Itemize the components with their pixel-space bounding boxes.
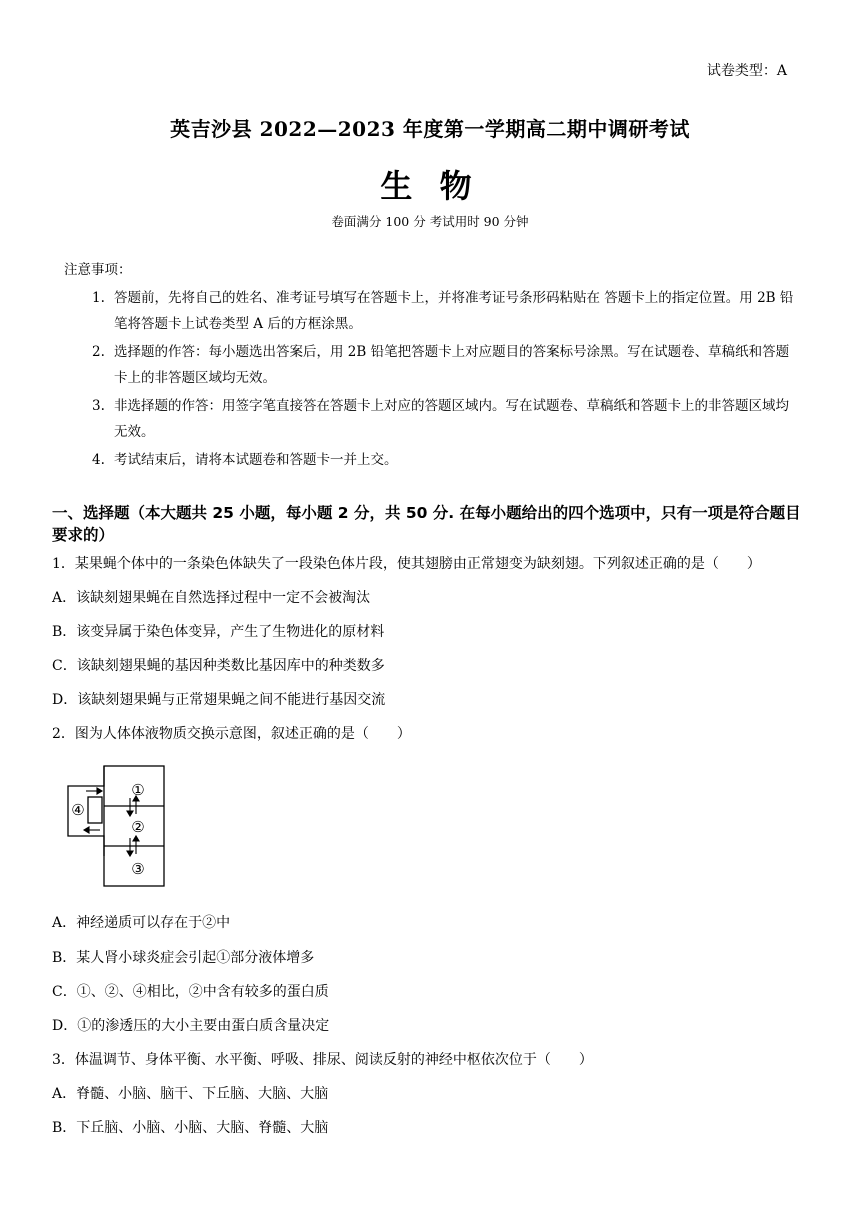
exam-meta: 卷面满分 100 分 考试用时 90 分钟	[331, 214, 529, 229]
notice-number: 1.	[92, 290, 105, 306]
question-stem: 2．图为人体体液物质交换示意图，叙述正确的是（ ）	[52, 726, 411, 742]
notice-text: 选择题的作答：每小题选出答案后，用 2B 铅笔把答题卡上对应题目的答案标号涂黑。写在试题卷、草稿纸和答题卡上的非答题区域均无效。	[114, 344, 790, 386]
notice-text: 非选择题的作答：用签字笔直接答在答题卡上对应的答题区域内。写在试题卷、草稿纸和答题卡上的非答题区域均无效。	[114, 398, 789, 440]
question-option: B．该变异属于染色体变异，产生了生物进化的原材料	[52, 624, 385, 640]
exam-title: 英吉沙县 2022—2023 年度第一学期高二期中调研考试	[170, 117, 690, 141]
notice-item	[92, 447, 802, 473]
diagram-label-1: ①	[131, 781, 145, 799]
notice-item	[92, 393, 802, 445]
subject-title: 生 物	[380, 167, 480, 205]
diagram-label-2: ②	[131, 818, 145, 836]
question-stem: 1．某果蝇个体中的一条染色体缺失了一段染色体片段，使其翅膀由正常翅变为缺刻翅。下列叙述正确的是（ ）	[52, 556, 761, 572]
question-option: C．①、②、④相比，②中含有较多的蛋白质	[52, 984, 329, 1000]
paper-type-label: 试卷类型：A	[706, 63, 787, 79]
question-option: A．该缺刻翅果蝇在自然选择过程中一定不会被淘汰	[52, 590, 371, 606]
body-fluid-exchange-diagram	[66, 764, 166, 889]
notice-text: 考试结束后，请将本试题卷和答题卡一并上交。	[114, 452, 398, 468]
question-option: A．神经递质可以存在于②中	[52, 915, 231, 931]
question-stem: 3．体温调节、身体平衡、水平衡、呼吸、排尿、阅读反射的神经中枢依次位于（ ）	[52, 1052, 593, 1068]
question-option: C．该缺刻翅果蝇的基因种类数比基因库中的种类数多	[52, 658, 385, 674]
question-option: D．该缺刻翅果蝇与正常翅果蝇之间不能进行基因交流	[52, 692, 386, 708]
notice-item	[92, 339, 802, 391]
question-option: B．下丘脑、小脑、小脑、大脑、脊髓、大脑	[52, 1120, 329, 1136]
question-option: D．①的渗透压的大小主要由蛋白质含量决定	[52, 1018, 330, 1034]
question-option: A．脊髓、小脑、脑干、下丘脑、大脑、大脑	[52, 1086, 329, 1102]
notice-number: 3.	[92, 398, 105, 414]
question-option: B．某人肾小球炎症会引起①部分液体增多	[52, 950, 315, 966]
section-heading: 一、选择题（本大题共 25 小题，每小题 2 分，共 50 分. 在每小题给出的四个选项中，只有一项是符合题目要求的）	[52, 504, 801, 544]
notice-number: 4.	[92, 452, 105, 468]
notice-list	[92, 285, 802, 475]
diagram-label-3: ③	[131, 860, 145, 878]
notice-number: 2.	[92, 344, 105, 360]
notice-text: 答题前，先将自己的姓名、准考证号填写在答题卡上，并将准考证号条形码粘贴在 答题卡上的指定位置。用 2B 铅笔将答题卡上试卷类型 A 后的方框涂黑。	[114, 290, 794, 332]
diagram-label-4: ④	[71, 801, 85, 819]
notice-heading: 注意事项：	[64, 262, 132, 278]
notice-item	[92, 285, 802, 337]
